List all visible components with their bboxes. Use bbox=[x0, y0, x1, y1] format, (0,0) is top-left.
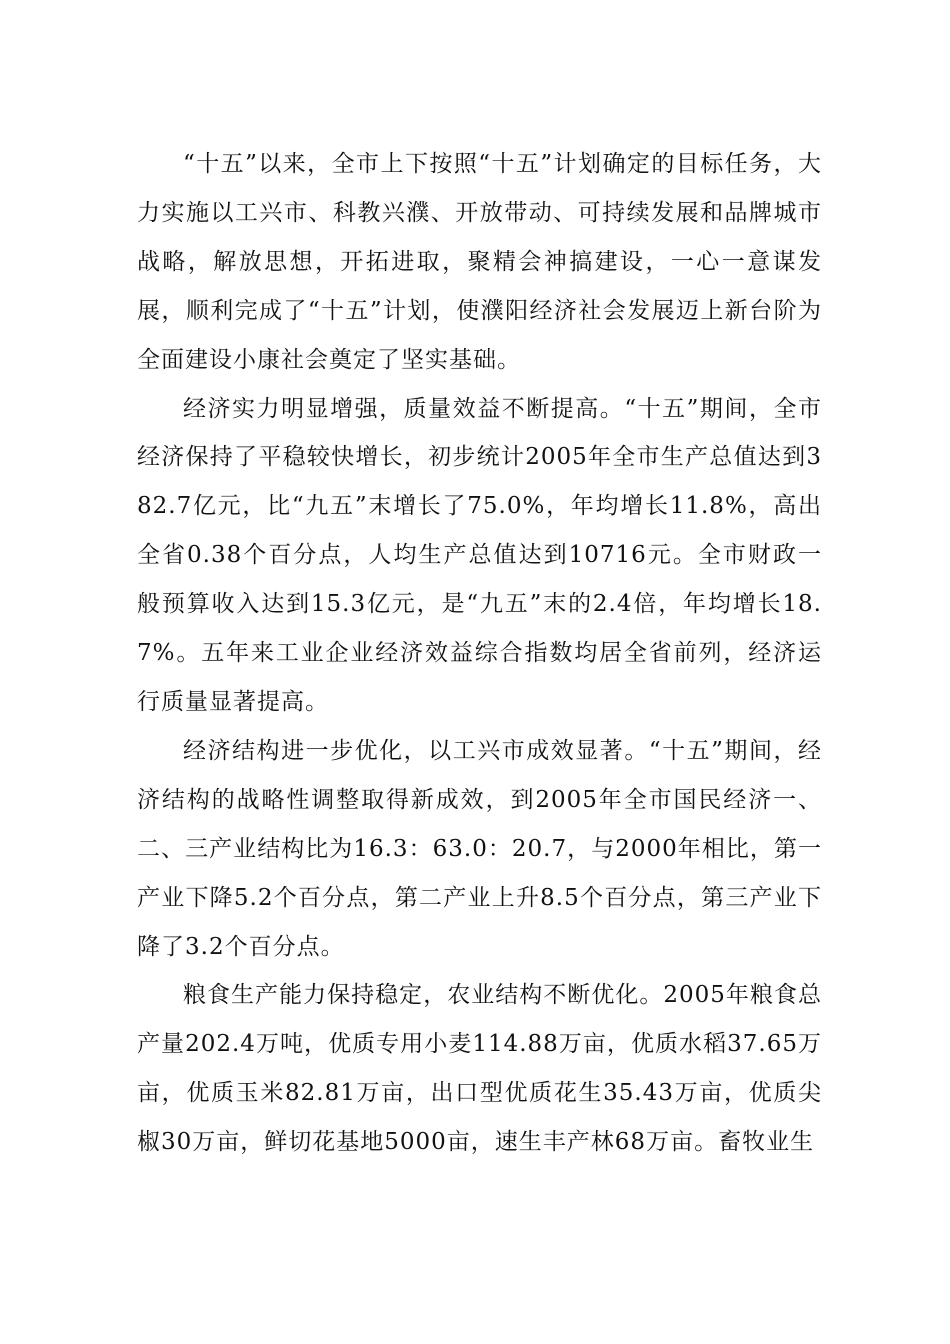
paragraph-grain-production: 粮食生产能力保持稳定，农业结构不断优化。2005年粮食总产量202.4万吨，优质专用小麦114.88万亩，优质水稻37.65万亩，优质玉米82.81万亩，出口型优质花生35.43万亩，优质尖椒30万亩，鲜切花基地5000亩，速生丰产林68万亩。畜牧业生 bbox=[137, 982, 822, 1156]
paragraph-intro: “十五”以来，全市上下按照“十五”计划确定的目标任务，大力实施以工兴市、科教兴濮、开放带动、可持续发展和品牌城市战略，解放思想，开拓进取，聚精会神搞建设，一心一意谋发展，顺利完成了“十五”计划，使濮阳经济社会发展迈上新台阶为全面建设小康社会奠定了坚实基础。 bbox=[137, 151, 822, 373]
paragraph-economic-structure: 经济结构进一步优化，以工兴市成效显著。“十五”期间，经济结构的战略性调整取得新成效，到2005年全市国民经济一、二、三产业结构比为16.3：63.0：20.7，与2000年相比，第一产业下降5.2个百分点，第二产业上升8.5个百分点，第三产业下降了3.2个百分点。 bbox=[137, 737, 822, 960]
paragraph-economic-strength: 经济实力明显增强，质量效益不断提高。“十五”期间，全市经济保持了平稳较快增长，初步统计2005年全市生产总值达到382.7亿元，比“九五”末增长了75.0%，年均增长11.8%，高出全省0.38个百分点，人均生产总值达到10716元。全市财政一般预算收入达到15.3亿元，是“九五”末的2.4倍，年均增长18.7%。五年来工业企业经济效益综合指数均居全省前列，经济运行质量显著提高。 bbox=[137, 395, 822, 715]
document-body bbox=[137, 140, 822, 1167]
